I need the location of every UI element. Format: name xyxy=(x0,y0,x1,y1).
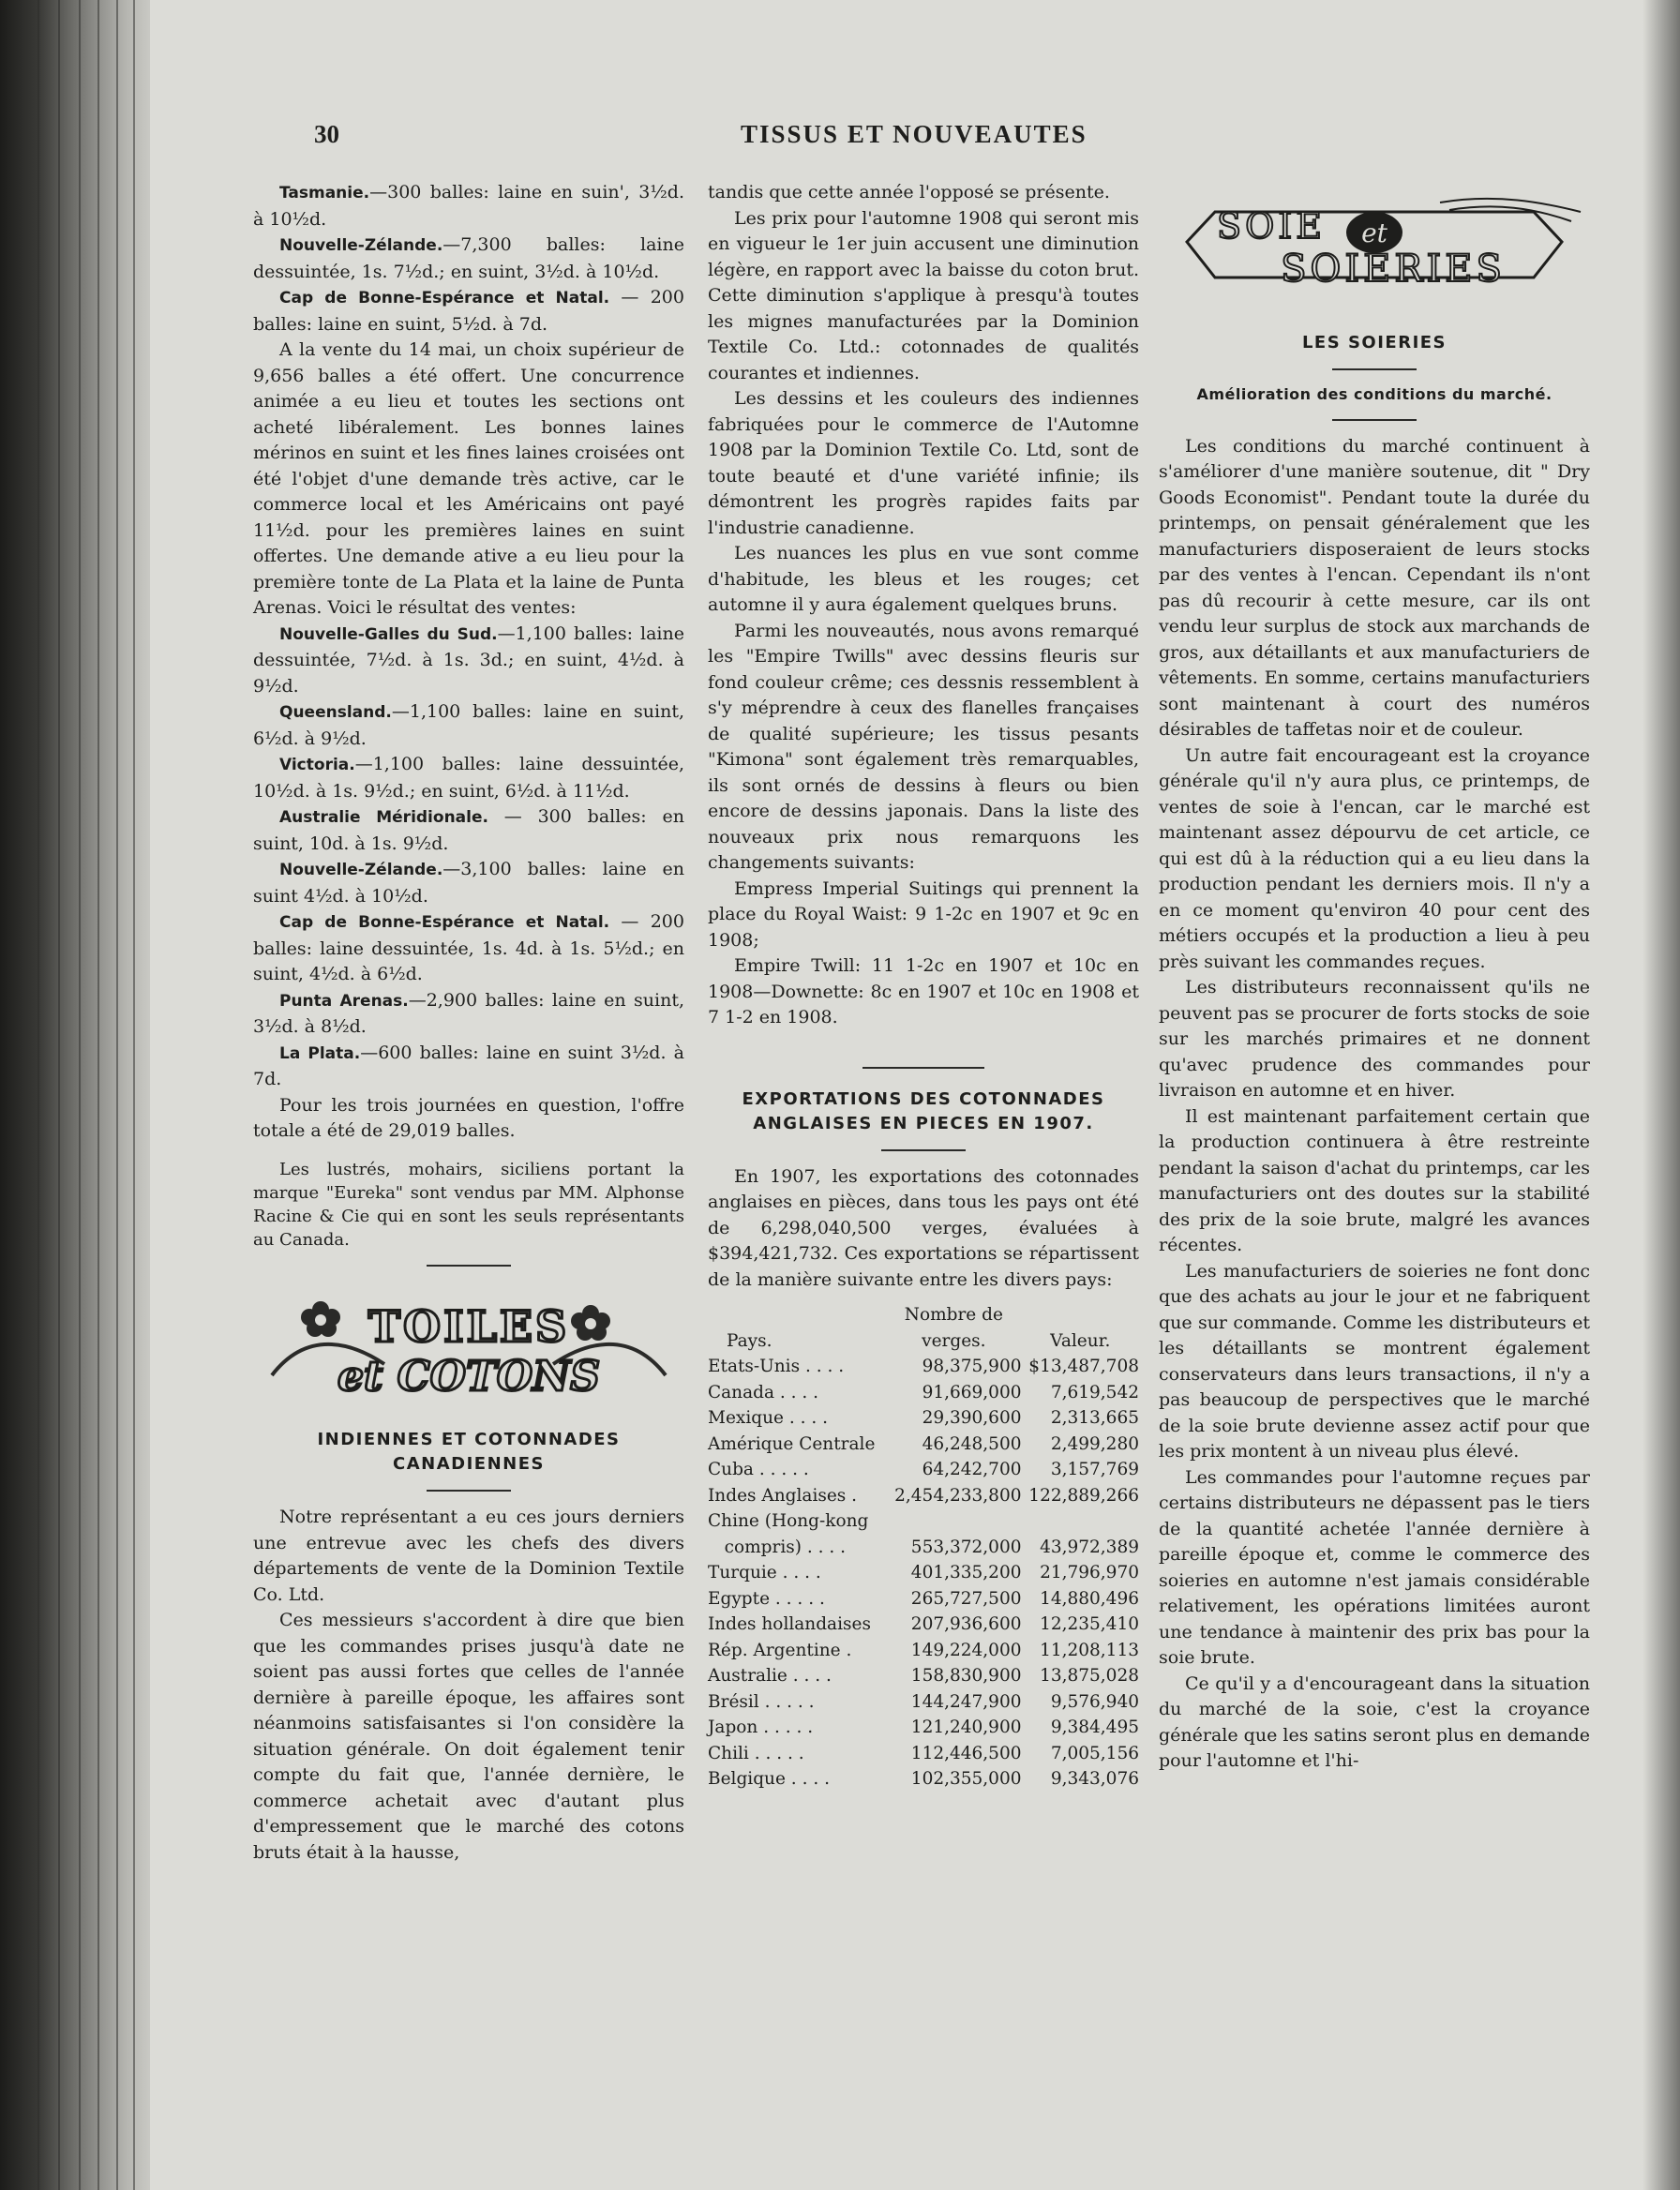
cell-country: Chili . . . . . xyxy=(708,1743,804,1763)
paragraph: Il est maintenant parfaitement certain que la production continuera à être restreinte pendant la saison d'achat du printemps, car les manufacturiers ont des doutes sur la stabilité des prix de la soie brute, malgré les avances récentes. xyxy=(1159,1105,1590,1255)
sale-details: — 200 balles: laine dessuintée, 1s. 4d. à 1s. 5½d.; en suint, 4½d. à 6½d. xyxy=(253,911,684,984)
logo-line2: et COTONS xyxy=(337,1352,601,1401)
sale-details: —1,100 balles: laine dessuintée, 7½d. à 1s. 3d.; en suint, 4½d. à 9½d. xyxy=(253,622,684,697)
logo-line1: TOILES xyxy=(368,1300,570,1352)
table-row xyxy=(708,1689,1139,1716)
cell-yards: 2,454,233,800 xyxy=(894,1485,1022,1506)
table-row xyxy=(708,1741,1139,1767)
paragraph: Les commandes pour l'automne reçues par certains distributeurs ne dépassent pas le tiers de la quantité achetée l'année dernière à pareille époque et, comme le commerce des soieries en automne n'est jamais considérable relativement, les opérations limitées auront une tendance à maintenir des prix bas pour la soie brute. xyxy=(1159,1466,1590,1668)
cell-country: Australie . . . . xyxy=(708,1666,832,1686)
header-value: Valeur. xyxy=(1050,1330,1111,1351)
wheat-icon xyxy=(1440,199,1581,212)
cell-country: Japon . . . . . xyxy=(708,1718,814,1737)
cell-yards: 102,355,000 xyxy=(910,1769,1022,1789)
sale-details: —1,100 balles: laine en suint, 6½d. à 9½d. xyxy=(253,701,684,749)
soie-et-soieries-logo xyxy=(1159,184,1590,300)
cell-value: 14,880,496 xyxy=(1040,1588,1139,1609)
table-row xyxy=(708,1535,1139,1561)
logo-line1: SOIE xyxy=(1217,205,1326,247)
section-title-soieries: LES SOIERIES xyxy=(1301,332,1448,352)
logo-line2: SOIERIES xyxy=(1281,248,1506,291)
column-right xyxy=(1159,184,1590,1775)
header-yards-line1: Nombre de xyxy=(904,1305,1003,1325)
wool-sale-entry xyxy=(253,857,684,909)
cell-value: 21,796,970 xyxy=(1040,1563,1139,1582)
paragraph: Les dessins et les couleurs des indiennes fabriquées pour le commerce de l'Automne 1908 par la Dominion Textile Co. Ltd, sont de toute beauté et d'une variété infinie; ils démontrent les progrès rapides faits par l'industrie canadienne. xyxy=(708,388,1139,538)
header-yards: verges. xyxy=(922,1330,986,1351)
wool-sales-list xyxy=(253,180,684,338)
cell-country: Indes hollandaises xyxy=(708,1614,871,1634)
cell-country: Belgique . . . . xyxy=(708,1769,830,1789)
wool-sale-entry xyxy=(253,622,684,700)
cell-yards: 121,240,900 xyxy=(910,1718,1022,1737)
cell-value: 2,499,280 xyxy=(1050,1433,1139,1454)
column-middle xyxy=(708,180,1139,1792)
exports-table xyxy=(708,1302,1139,1792)
table-row xyxy=(708,1380,1139,1406)
cell-yards: 149,224,000 xyxy=(910,1640,1022,1660)
cell-country: Egypte . . . . . xyxy=(708,1588,825,1609)
paragraph: Parmi les nouveautés, nous avons remarqué les "Empire Twills" avec dessins fleuris sur fond couleur crême; ces dessnis ressemblent à s'y méprendre à ceux des flanelles françaises de qualité supérieure; les tissus pesants "Kimona" sont également très remarquables, ils sont ornés de dessins à fleurs ou bien encore de dessins japonais. Dans la liste des nouveaux prix nous remarquons les changements suivants: xyxy=(708,620,1139,873)
sale-details: — 300 balles: en suint, 10d. à 1s. 9½d. xyxy=(253,806,685,854)
region-name: Punta Arenas. xyxy=(279,991,409,1011)
paragraph: Les distributeurs reconnaissent qu'ils ne peuvent pas se procurer de forts stocks de soie sur les marchés primaires et ne donnent qu'avec prudence des commandes pour livraison en automne et en hiver. xyxy=(1159,977,1590,1101)
wool-sale-entry xyxy=(253,232,684,285)
header-country: Pays. xyxy=(727,1330,772,1351)
flower-icon xyxy=(301,1301,340,1337)
cell-value: 9,343,076 xyxy=(1050,1769,1139,1789)
cell-value: 7,619,542 xyxy=(1050,1382,1139,1402)
divider xyxy=(1332,368,1417,370)
table-row xyxy=(708,1508,1139,1535)
table-row xyxy=(708,1432,1139,1458)
cell-yards: 553,372,000 xyxy=(910,1537,1022,1557)
wool-sale-entry xyxy=(253,752,684,804)
wool-sale-entry xyxy=(253,699,684,752)
auction-paragraph: A la vente du 14 mai, un choix supérieur de 9,656 balles a été offert. Une concurrence animée a eu lieu et toutes les sections ont acheté libéralement. Les bonnes laines mérinos en suint et les fines laines croisées ont été l'objet d'une demande très active, car le commerce local et les Américains ont payé 11½d. pour les premières laines en suint offertes. Une demande ative a eu lieu pour la première tonte de La Plata et la laine de Punta Arenas. Voici le résultat des ventes: xyxy=(253,339,684,618)
cell-yards: 64,242,700 xyxy=(922,1460,1022,1479)
paragraph: Les prix pour l'automne 1908 qui seront mis en vigueur le 1er juin accusent une diminution légère, en rapport avec la baisse du coton brut. Cette diminution s'applique à presqu'à toutes les mignes manufacturées par la Dominion Textile Co. Ltd.: cotonnades de qualités courantes et indiennes. xyxy=(708,207,1139,383)
toiles-et-cotons-logo xyxy=(253,1289,684,1405)
table-row xyxy=(708,1483,1139,1509)
sale-details: —600 balles: laine en suint 3½d. à 7d. xyxy=(253,1042,684,1089)
table-row xyxy=(708,1638,1139,1664)
cell-country: Brésil . . . . . xyxy=(708,1691,815,1712)
wool-sale-entry xyxy=(253,804,684,857)
cell-country: Rép. Argentine . xyxy=(708,1640,852,1660)
divider xyxy=(427,1265,511,1267)
table-row xyxy=(708,1612,1139,1638)
cell-yards xyxy=(886,1508,1021,1535)
cell-value: 11,208,113 xyxy=(1040,1640,1139,1660)
cell-yards: 144,247,900 xyxy=(910,1691,1022,1712)
paragraph: Ce qu'il y a d'encourageant dans la situation du marché de la soie, c'est la croyance générale que les satins seront plus en demande pour l'automne et l'hi- xyxy=(1159,1672,1590,1771)
table-row xyxy=(708,1405,1139,1432)
indiennes-article xyxy=(253,1505,684,1866)
region-name: Nouvelle-Zélande. xyxy=(279,236,443,255)
cell-country: Mexique . . . . xyxy=(708,1408,828,1428)
cell-yards: 112,446,500 xyxy=(910,1743,1022,1763)
paragraph: Empire Twill: 11 1-2c en 1907 et 10c en 1908—Downette: 8c en 1907 et 10c en 1908 et 7 1-2 en 1908. xyxy=(708,955,1139,1028)
cell-country: compris) . . . . xyxy=(708,1537,847,1557)
cell-value: 13,875,028 xyxy=(1040,1666,1139,1686)
paragraph: Les conditions du marché continuent à s'améliorer d'une manière soutenue, dit " Dry Goods Economist". Pendant toute la durée du printemps, on pensait généralement que les manufacturiers disposeraient de leurs stocks par des ventes à l'encan. Cependant ils n'ont pas dû recourir à cette mesure, car ils ont vendu leur surplus de stock aux marchands de gros, aux détaillants et aux manufacturiers de vêtements. En somme, certains manufacturiers sont maintenant à court des numéros désirables de taffetas noir et de couleur. xyxy=(1159,435,1590,740)
table-row xyxy=(708,1766,1139,1792)
cell-value xyxy=(1022,1508,1140,1535)
cell-value: 7,005,156 xyxy=(1050,1743,1139,1763)
cell-yards: 46,248,500 xyxy=(922,1433,1022,1454)
region-name: Australie Méridionale. xyxy=(279,808,488,827)
cell-yards: 158,830,900 xyxy=(910,1666,1022,1686)
region-name: Cap de Bonne-Espérance et Natal. xyxy=(279,289,610,308)
divider xyxy=(881,1149,966,1151)
cell-yards: 265,727,500 xyxy=(910,1588,1022,1609)
flower-icon xyxy=(571,1305,610,1341)
column-left xyxy=(253,180,684,1866)
table-row xyxy=(708,1560,1139,1586)
cell-value: 9,384,495 xyxy=(1050,1718,1139,1737)
paragraph: Empress Imperial Suitings qui prennent la place du Royal Waist: 9 1-2c en 1907 et 9c en 1908; xyxy=(708,878,1139,951)
total-paragraph: Pour les trois journées en question, l'offre totale a été de 29,019 balles. xyxy=(253,1094,684,1141)
cell-country: Canada . . . . xyxy=(708,1382,819,1402)
section-title-exportations: EXPORTATIONS DES COTONNADES ANGLAISES EN PIECES EN 1907. xyxy=(742,1088,1105,1133)
table-row xyxy=(708,1354,1139,1380)
region-name: Nouvelle-Galles du Sud. xyxy=(279,624,498,644)
page-number: 30 xyxy=(314,120,339,148)
cell-country: Amérique Centrale xyxy=(708,1433,876,1454)
cell-value: 122,889,266 xyxy=(1028,1485,1139,1506)
cell-value: 3,157,769 xyxy=(1050,1460,1139,1479)
cell-yards: 401,335,200 xyxy=(910,1563,1022,1582)
sale-details: —3,100 balles: laine en suint 4½d. à 10½d. xyxy=(253,859,684,907)
exports-intro: En 1907, les exportations des cotonnades anglaises en pièces, dans tous les pays ont été de 6,298,040,500 verges, évaluées à $394,421,732. Ces exportations se répartissent de la manière suivante entre les divers pays: xyxy=(708,1165,1139,1290)
magazine-page xyxy=(150,0,1680,2190)
table-row xyxy=(708,1586,1139,1612)
cell-value: 2,313,665 xyxy=(1050,1408,1139,1428)
region-name: Cap de Bonne-Espérance et Natal. xyxy=(279,913,610,932)
eureka-note: Les lustrés, mohairs, siciliens portant la marque "Eureka" sont vendus par MM. Alphonse Racine & Cie qui en sont les seuls représentants au Canada. xyxy=(253,1159,684,1250)
subtitle: Amélioration des conditions du marché. xyxy=(1196,384,1552,403)
cell-country: Cuba . . . . . xyxy=(708,1460,809,1479)
divider xyxy=(1332,419,1417,421)
running-title: TISSUS ET NOUVEAUTES xyxy=(741,120,1088,148)
book-binding xyxy=(0,0,158,2190)
paragraph: Les manufacturiers de soieries ne font donc que des achats au jour le jour et ne fabriquent que sur commande. Comme les distributeurs et les détaillants se montrent également conservateurs dans leurs transactions, il n'y a pas beaucoup de perspectives que le marché de la soie brute devienne assez actif pour que les prix montent à un niveau plus élevé. xyxy=(1159,1260,1590,1462)
region-name: Victoria. xyxy=(279,756,355,774)
cell-country: Turquie . . . . xyxy=(708,1563,821,1582)
paragraph: Les nuances les plus en vue sont comme d'habitude, les bleus et les rouges; cet automne il y aura également quelques bruns. xyxy=(708,543,1139,615)
region-name: Queensland. xyxy=(279,703,392,722)
paragraph: Ces messieurs s'accordent à dire que bien que les commandes prises jusqu'à date ne soient pas aussi fortes que celles de l'année dernière à pareille époque, les affaires sont néanmoins satisfaisantes si l'on considère la situation générale. On doit également tenir compte du fait que, l'année dernière, le commerce achetait avec d'autant plus d'empressement que le marché des cotons bruts était à la hausse, xyxy=(253,1610,684,1863)
wool-sale-entry xyxy=(253,180,684,232)
cell-country: Indes Anglaises . xyxy=(708,1485,858,1506)
region-name: La Plata. xyxy=(279,1043,361,1063)
logo-middle: et xyxy=(1361,218,1388,248)
cell-value: $13,487,708 xyxy=(1028,1357,1139,1376)
wool-sale-entry xyxy=(253,909,684,988)
region-name: Tasmanie. xyxy=(279,184,370,202)
sale-details: —1,100 balles: laine dessuintée, 10½d. à 1s. 9½d.; en suint, 6½d. à 11½d. xyxy=(253,754,684,802)
table-row xyxy=(708,1663,1139,1689)
sale-details: — 200 balles: laine en suint, 5½d. à 7d. xyxy=(253,287,684,335)
region-name: Nouvelle-Zélande. xyxy=(279,861,443,879)
paragraph: tandis que cette année l'opposé se présente. xyxy=(708,182,1110,202)
divider xyxy=(862,1067,984,1069)
cell-country: Chine (Hong-kong xyxy=(708,1511,869,1531)
paragraph: Notre représentant a eu ces jours derniers une entrevue avec les chefs des divers départements de vente de la Dominion Textile Co. Ltd. xyxy=(253,1507,684,1605)
divider xyxy=(427,1490,511,1492)
sale-details: —300 balles: laine en suin', 3½d. à 10½d. xyxy=(253,182,684,230)
wool-sale-entry xyxy=(253,285,684,338)
cell-yards: 29,390,600 xyxy=(922,1408,1022,1428)
cell-value: 9,576,940 xyxy=(1050,1691,1139,1712)
sale-details: —7,300 balles: laine dessuintée, 1s. 7½d.; en suint, 3½d. à 10½d. xyxy=(253,234,684,282)
sale-details: —2,900 balles: laine en suint, 3½d. à 8½d. xyxy=(253,989,684,1037)
cell-value: 43,972,389 xyxy=(1040,1537,1139,1557)
cell-yards: 207,936,600 xyxy=(910,1614,1022,1634)
cell-value: 12,235,410 xyxy=(1040,1614,1139,1634)
table-row xyxy=(708,1715,1139,1741)
cell-yards: 98,375,900 xyxy=(922,1357,1022,1376)
cell-country: Etats-Unis . . . . xyxy=(708,1357,845,1376)
paragraph: Un autre fait encourageant est la croyance générale qu'il n'y aura plus, ce printemps, de ventes de soie à l'encan, car le marché est maintenant assez dépourvu de cet article, ce qui est dû à la réduction qui a eu lieu dans la production pendant les derniers mois. Il n'y a en ce moment qu'environ 40 pour cent des métiers occupés et la production a lieu à peu près suivant les commandes reçues. xyxy=(1159,744,1590,972)
section-title-indiennes: INDIENNES ET COTONNADES CANADIENNES xyxy=(317,1430,621,1474)
wool-sale-entry xyxy=(253,988,684,1041)
page-header xyxy=(150,120,1680,158)
cell-yards: 91,669,000 xyxy=(922,1382,1022,1402)
wool-sale-entry xyxy=(253,1041,684,1093)
wool-sales-results xyxy=(253,622,684,1093)
page-shadow xyxy=(1642,0,1680,2190)
table-row xyxy=(708,1457,1139,1483)
